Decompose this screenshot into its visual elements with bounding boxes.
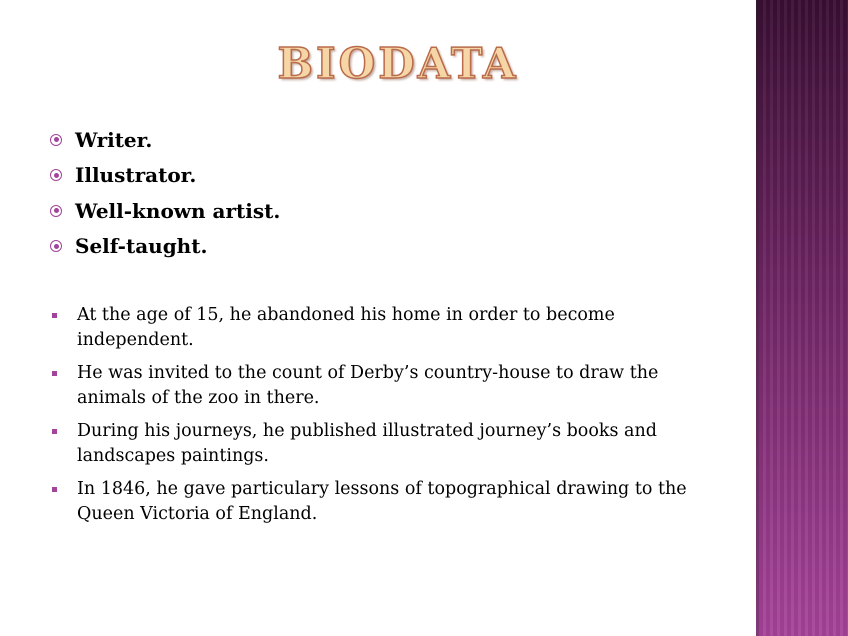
decorative-side-band (756, 0, 848, 636)
square-bullet-icon (52, 429, 57, 434)
list-item (50, 303, 710, 353)
list-item (50, 122, 280, 158)
bullet-text: Self-taught. (75, 234, 208, 259)
bullet-text: Writer. (75, 127, 153, 152)
slide-title: BIODATA (277, 39, 519, 88)
list-item (50, 193, 280, 229)
side-band-edge (756, 0, 759, 636)
list-item (50, 229, 280, 265)
circle-bullet-icon (50, 205, 62, 217)
circle-bullet-icon (50, 169, 62, 181)
square-bullet-icon (52, 487, 57, 492)
bullet-text: At the age of 15, he abandoned his home in order to become independent. (77, 305, 615, 350)
list-item (50, 361, 710, 411)
circle-bullet-icon (50, 134, 62, 146)
side-band-stripes (756, 0, 848, 636)
list-item (50, 477, 710, 527)
circle-bullet-icon (50, 240, 62, 252)
list-item (50, 158, 280, 194)
list-item (50, 419, 710, 469)
bullet-text: In 1846, he gave particulary lessons of topographical drawing to the Queen Victoria of England. (77, 479, 687, 524)
primary-bullet-list (50, 122, 280, 264)
secondary-bullet-list (50, 303, 710, 535)
bullet-text: Well-known artist. (75, 198, 281, 223)
bullet-text: During his journeys, he published illustrated journey’s books and landscapes paintings. (77, 421, 657, 466)
bullet-text: He was invited to the count of Derby’s country-house to draw the animals of the zoo in there. (77, 363, 659, 408)
square-bullet-icon (52, 371, 57, 376)
square-bullet-icon (52, 313, 57, 318)
bullet-text: Illustrator. (75, 163, 197, 188)
